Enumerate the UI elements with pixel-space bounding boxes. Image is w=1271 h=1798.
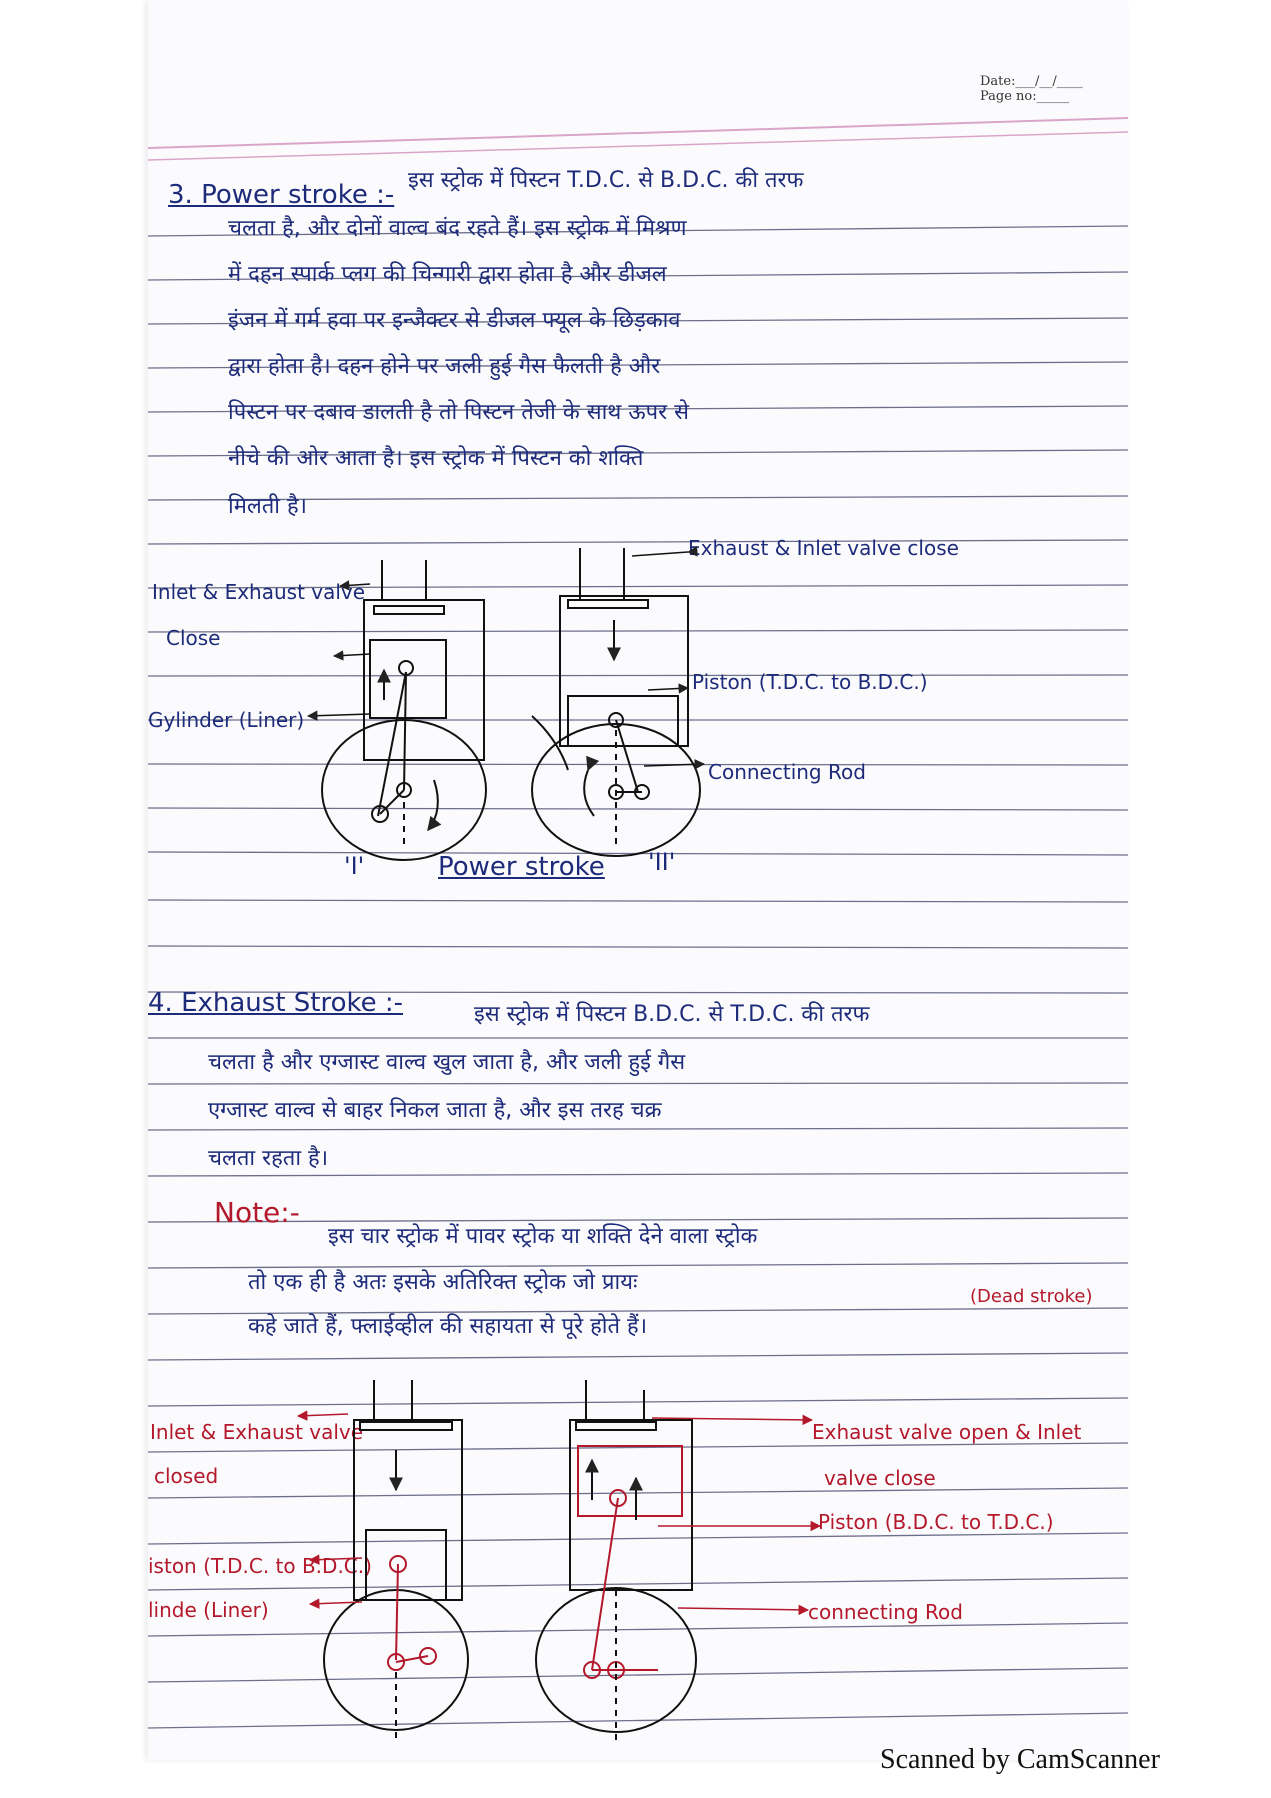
label-ex-inlet-exhaust: Inlet & Exhaust valve bbox=[150, 1420, 364, 1444]
note-line-2: तो एक ही है अतः इसके अतिरिक्त स्ट्रोक जो प्रायः bbox=[248, 1270, 638, 1295]
label-connecting-rod: Connecting Rod bbox=[708, 760, 866, 784]
power-engine-1 bbox=[322, 560, 486, 860]
exhaust-engine-2 bbox=[536, 1380, 696, 1740]
section4-heading: 4. Exhaust Stroke :- bbox=[148, 988, 404, 1018]
note-heading: Note:- bbox=[214, 1196, 300, 1229]
label-cylinder: Gylinder (Liner) bbox=[148, 708, 305, 732]
dead-stroke-label: (Dead stroke) bbox=[970, 1286, 1093, 1307]
section3-line-1: इस स्ट्रोक में पिस्टन T.D.C. से B.D.C. की तरफ bbox=[408, 168, 804, 193]
section3-line-3: में दहन स्पार्क प्लग की चिन्गारी द्वारा होता है और डीजल bbox=[228, 262, 667, 287]
page-number-label: Page no:_____ bbox=[980, 89, 1070, 104]
section3-line-2: चलता है, और दोनों वाल्व बंद रहते हैं। इस स्ट्रोक में मिश्रण bbox=[228, 216, 687, 241]
engine-drawings bbox=[148, 0, 1128, 1760]
section4-line-1: इस स्ट्रोक में पिस्टन B.D.C. से T.D.C. की तरफ bbox=[474, 1002, 870, 1027]
label-ex-piston: iston (T.D.C. to B.D.C.) bbox=[148, 1554, 372, 1578]
label-ex-closed: closed bbox=[154, 1464, 219, 1488]
section4-line-4: चलता रहता है। bbox=[208, 1146, 329, 1171]
section4-line-2: चलता है और एग्जास्ट वाल्व खुल जाता है, और जली हुई गैस bbox=[208, 1050, 686, 1075]
power-engine-2 bbox=[532, 548, 700, 856]
label-exhaust-inlet-close: Exhaust & Inlet valve close bbox=[688, 536, 959, 560]
section3-line-8: मिलती है। bbox=[228, 494, 308, 519]
section3-line-7: नीचे की ओर आता है। इस स्ट्रोक में पिस्टन को शक्ति bbox=[228, 446, 644, 471]
label-close: Close bbox=[166, 626, 221, 650]
section3-heading: 3. Power stroke :- bbox=[168, 180, 395, 210]
section4-line-3: एग्जास्ट वाल्व से बाहर निकल जाता है, और इस तरह चक्र bbox=[208, 1098, 662, 1123]
label-ex-valve-close: valve close bbox=[824, 1466, 936, 1490]
note-line-1: इस चार स्ट्रोक में पावर स्ट्रोक या शक्ति देने वाला स्ट्रोक bbox=[328, 1224, 758, 1249]
note-line-3: कहे जाते हैं, फ्लाईव्हील की सहायता से पूरे होते हैं। bbox=[248, 1314, 648, 1339]
label-ex-connecting-rod: connecting Rod bbox=[808, 1600, 963, 1624]
label-ex-piston-right: Piston (B.D.C. to T.D.C.) bbox=[818, 1510, 1054, 1534]
caption-left: 'I' bbox=[344, 852, 365, 880]
date-label: Date:___/__/____ bbox=[980, 74, 1083, 89]
label-inlet-exhaust-valve: Inlet & Exhaust valve bbox=[152, 580, 366, 604]
label-ex-cylinder: linde (Liner) bbox=[148, 1598, 269, 1622]
caption-center: Power stroke bbox=[438, 852, 605, 882]
section3-line-6: पिस्टन पर दबाव डालती है तो पिस्टन तेजी के साथ ऊपर से bbox=[228, 400, 689, 425]
caption-right: 'II' bbox=[648, 848, 676, 876]
label-ex-exhaust-open: Exhaust valve open & Inlet bbox=[812, 1420, 1082, 1444]
label-piston: Piston (T.D.C. to B.D.C.) bbox=[692, 670, 928, 694]
section3-line-4: इंजन में गर्म हवा पर इन्जैक्टर से डीजल फ्यूल के छिड़काव bbox=[228, 308, 681, 333]
scanner-footer: Scanned by CamScanner bbox=[880, 1744, 1160, 1775]
notebook-page bbox=[148, 0, 1128, 1760]
section3-line-5: द्वारा होता है। दहन होने पर जली हुई गैस फैलती है और bbox=[228, 354, 661, 379]
exhaust-engine-1 bbox=[324, 1380, 468, 1740]
